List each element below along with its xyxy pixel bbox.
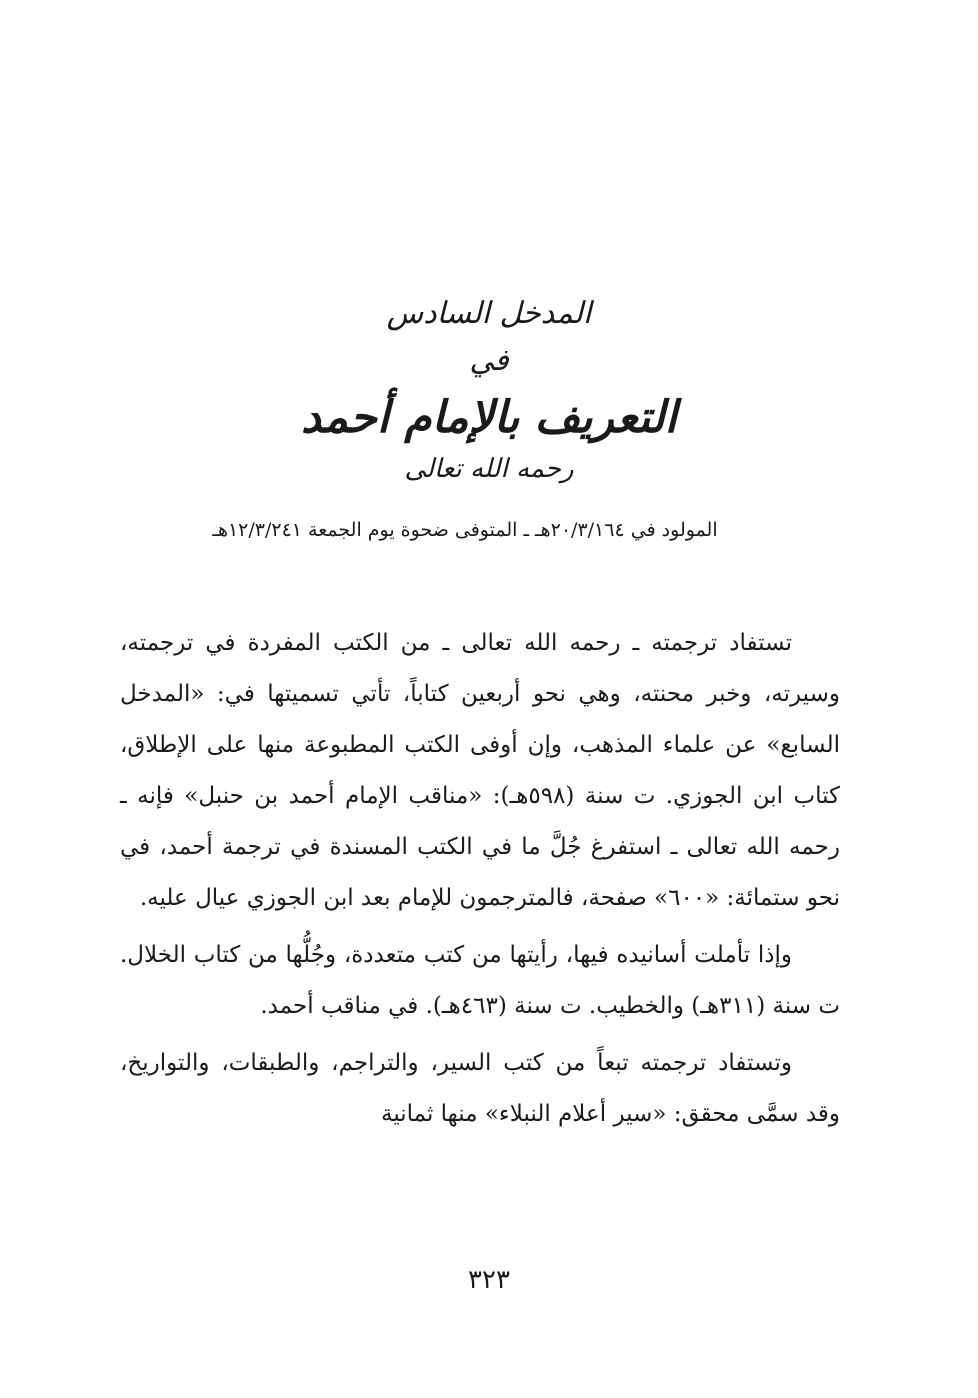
- chapter-heading: [0, 292, 978, 488]
- heading-connector: في: [469, 343, 509, 378]
- blessing-phrase: رحمه الله تعالى: [404, 454, 574, 484]
- chapter-title: التعريف بالإمام أحمد: [301, 392, 677, 443]
- chapter-label: المدخل السادس: [386, 296, 592, 331]
- birth-death-dates: المولود في ٢٠/٣/١٦٤هـ ـ المتوفى ضحوة يوم الجمعة ١٢/٣/٢٤١هـ: [212, 519, 718, 541]
- paragraph: تستفاد ترجمته ـ رحمه الله تعالى ـ من الكتب المفردة في ترجمته، وسيرته، وخبر محنته، وهي نحو أربعين كتاباً، تأتي تسميتها في: «المدخل السابع» عن علماء المذهب، وإن أوفى الكتب المطبوعة منها على الإطلاق، كتاب ابن الجوزي. ت سنة (٥٩٨هـ): «مناقب الإمام أحمد بن حنبل» فإنه ـ رحمه الله تعالى ـ استفرغ جُلَّ ما في الكتب المسندة في ترجمة أحمد، في نحو ستمائة: «٦٠٠» صفحة، فالمترجمون للإمام بعد ابن الجوزي عيال عليه.: [120, 630, 840, 911]
- page-number: ٣٢٣: [468, 1265, 510, 1295]
- body-text: [120, 618, 840, 1140]
- paragraph: وإذا تأملت أسانيده فيها، رأيتها من كتب متعددة، وجُلُّها من كتاب الخلال. ت سنة (٣١١هـ) والخطيب. ت سنة (٤٦٣هـ). في مناقب أحمد.: [120, 942, 840, 1019]
- paragraph: وتستفاد ترجمته تبعاً من كتب السير، والتراجم، والطبقات، والتواريخ، وقد سمَّى محقق: «سير أعلام النبلاء» منها ثمانية: [120, 1050, 840, 1127]
